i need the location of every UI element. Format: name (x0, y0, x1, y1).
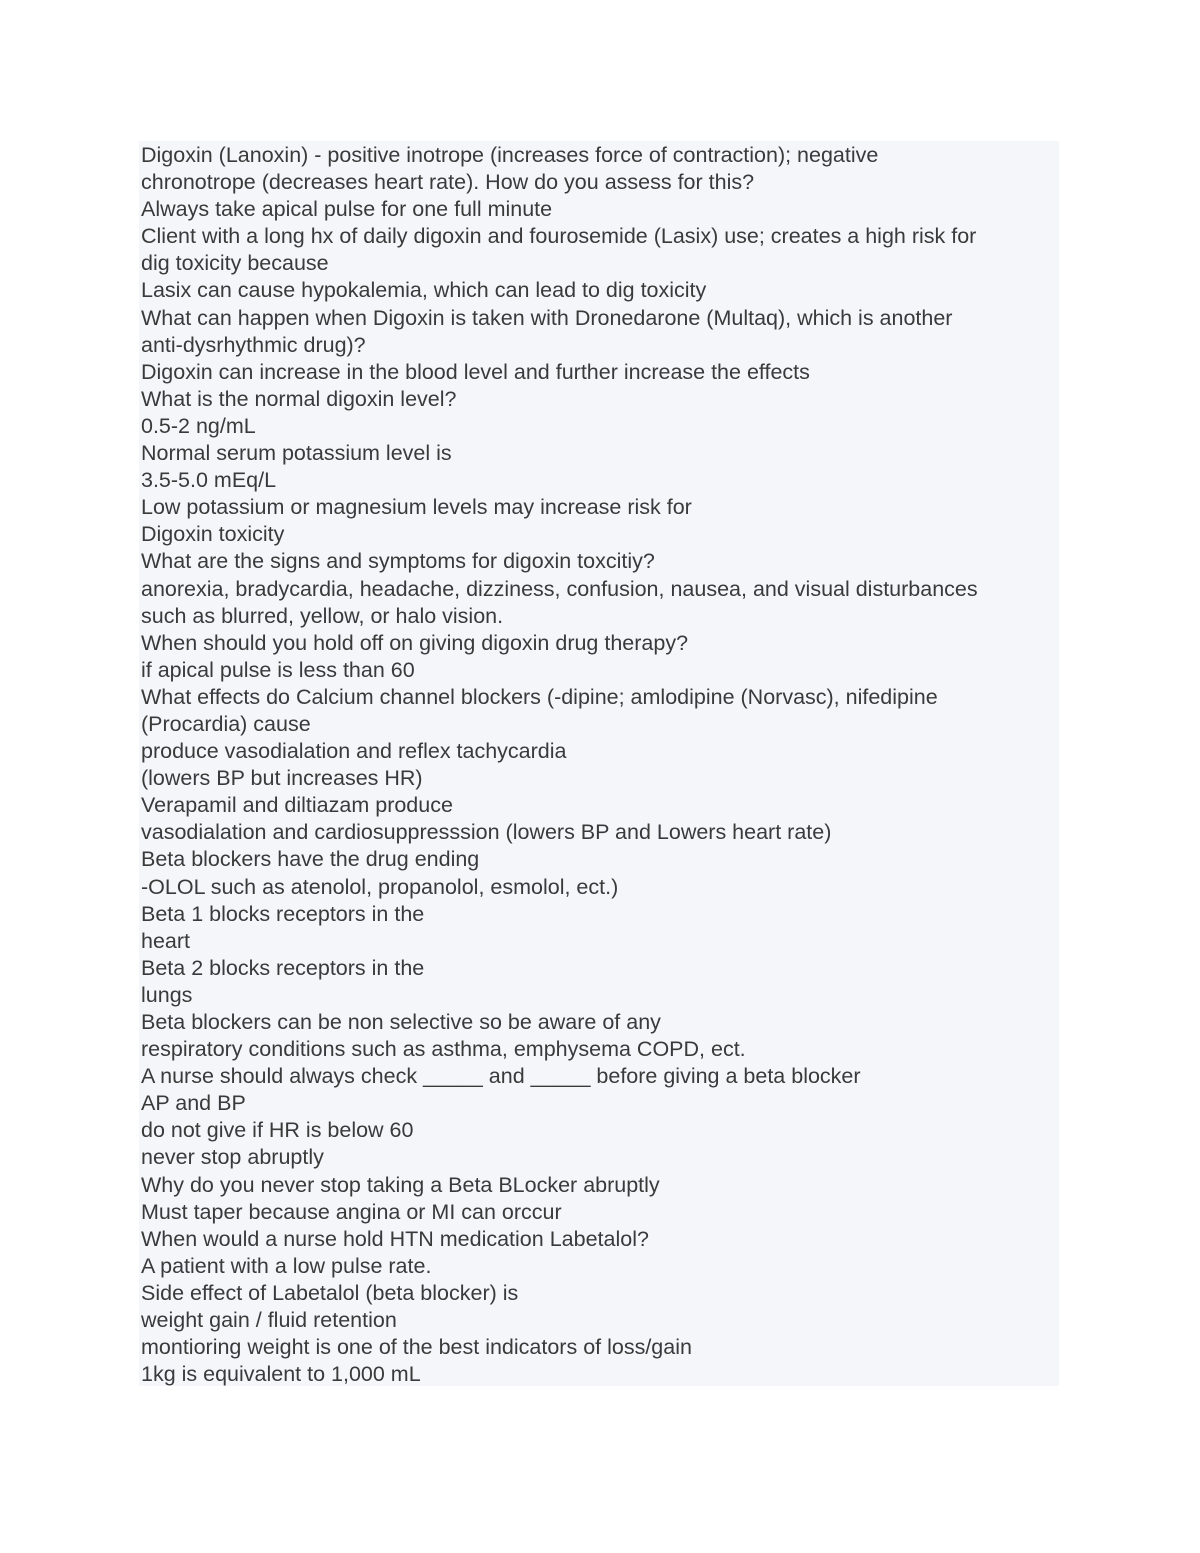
text-line: Digoxin toxicity (141, 522, 285, 547)
text-line: Beta blockers can be non selective so be aware of any (141, 1010, 661, 1034)
text-line: montioring weight is one of the best indicators of loss/gain (141, 1335, 692, 1360)
text-line: do not give if HR is below 60 (141, 1118, 414, 1143)
text-line: When would a nurse hold HTN medication Labetalol? (141, 1226, 649, 1251)
text-line: (lowers BP but increases HR) (141, 766, 423, 791)
text-line: Must taper because angina or MI can orccur (141, 1199, 562, 1224)
text-line: Beta blockers have the drug ending (141, 847, 480, 872)
text-line: What effects do Calcium channel blockers (-dipine; amlodipine (Norvasc), nifedipine (141, 684, 938, 709)
text-line: AP and BP (141, 1091, 246, 1116)
text-line: 0.5-2 ng/mL (141, 413, 256, 438)
text-line: 3.5-5.0 mEq/L (141, 468, 277, 493)
text-line: anti-dysrhythmic drug)? (141, 332, 366, 357)
text-line: never stop abruptly (141, 1145, 324, 1170)
text-line: respiratory conditions such as asthma, emphysema COPD, ect. (141, 1037, 746, 1062)
text-line: chronotrope (decreases heart rate). How do you assess for this? (141, 170, 755, 195)
text-line: Always take apical pulse for one full minute (141, 197, 553, 222)
text-line: Digoxin can increase in the blood level and further increase the effects (141, 359, 810, 384)
text-line: Client with a long hx of daily digoxin and fourosemide (Lasix) use; creates a high risk for (141, 224, 977, 249)
text-line: Lasix can cause hypokalemia, which can lead to dig toxicity (141, 278, 707, 303)
text-line: anorexia, bradycardia, headache, dizziness, confusion, nausea, and visual disturbances (141, 576, 978, 601)
text-line: weight gain / fluid retention (141, 1308, 397, 1333)
text-line: Why do you never stop taking a Beta BLocker abruptly (141, 1172, 660, 1197)
text-line: vasodialation and cardiosuppresssion (lowers BP and Lowers heart rate) (141, 820, 832, 845)
text-line: Verapamil and diltiazam produce (141, 793, 453, 818)
text-line: such as blurred, yellow, or halo vision. (141, 603, 504, 628)
text-line: heart (141, 928, 191, 953)
text-line: (Procardia) cause (141, 711, 311, 736)
text-line: Digoxin (Lanoxin) - positive inotrope (increases force of contraction); negative (141, 143, 879, 167)
text-line: Beta 2 blocks receptors in the (141, 955, 425, 980)
text-line: When should you hold off on giving digoxin drug therapy? (141, 630, 689, 655)
text-line: Beta 1 blocks receptors in the (141, 901, 425, 926)
text-line: -OLOL such as atenolol, propanolol, esmolol, ect.) (141, 874, 619, 899)
text-line: A patient with a low pulse rate. (141, 1253, 432, 1278)
text-line: produce vasodialation and reflex tachycardia (141, 739, 567, 764)
text-line: lungs (141, 982, 193, 1007)
text-line: What can happen when Digoxin is taken with Dronedarone (Multaq), which is another (141, 305, 953, 330)
text-line: if apical pulse is less than 60 (141, 657, 415, 682)
text-line: dig toxicity because (141, 251, 329, 276)
text-line: 1kg is equivalent to 1,000 mL (141, 1362, 421, 1387)
text-line: Normal serum potassium level is (141, 441, 452, 466)
text-line: Low potassium or magnesium levels may increase risk for (141, 495, 692, 520)
study-notes-text-block (139, 141, 1059, 1386)
text-line: What is the normal digoxin level? (141, 386, 457, 411)
text-line: What are the signs and symptoms for digoxin toxcitiy? (141, 549, 655, 574)
text-line: Side effect of Labetalol (beta blocker) is (141, 1280, 519, 1305)
text-line: A nurse should always check _____ and _____ before giving a beta blocker (141, 1064, 861, 1089)
